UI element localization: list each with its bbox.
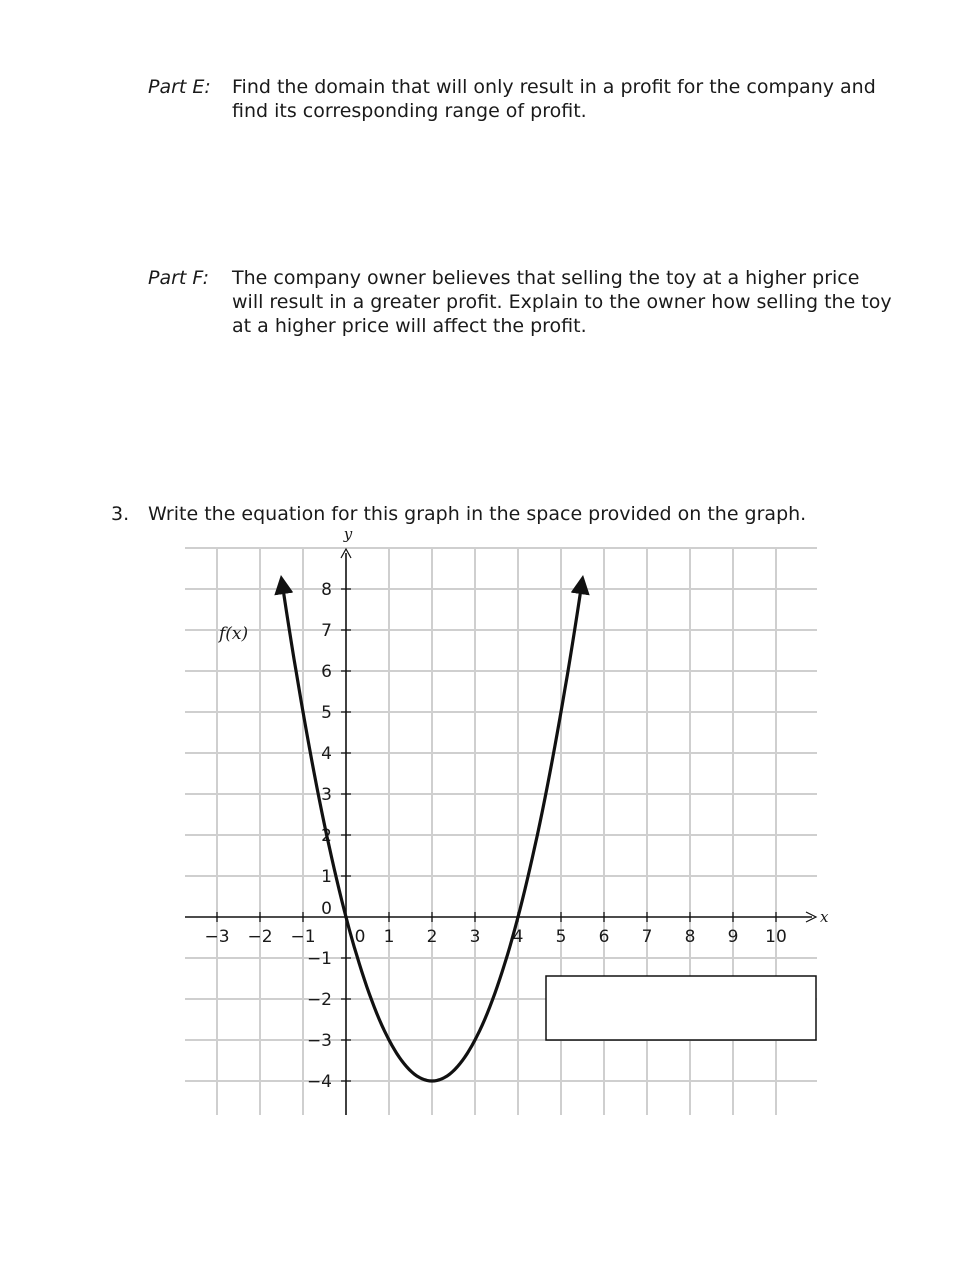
x-tick-label: 10 — [765, 927, 787, 947]
part-e-label: Part E: — [148, 76, 211, 98]
y-tick-label: −2 — [306, 990, 332, 1010]
x-tick-label: −1 — [290, 927, 316, 947]
x-tick-label: 5 — [555, 927, 567, 947]
answer-box[interactable] — [546, 976, 816, 1040]
x-axis-label: x — [820, 908, 829, 926]
y-tick-label: 1 — [321, 867, 332, 887]
x-tick-label: 8 — [684, 927, 696, 947]
x-tick-label: 6 — [598, 927, 610, 947]
x-tick-label: 2 — [426, 927, 438, 947]
question-text: Write the equation for this graph in the space provided on the graph. — [148, 503, 807, 525]
x-tick-label: −2 — [247, 927, 273, 947]
x-tick-label: 1 — [383, 927, 395, 947]
y-tick-label: 3 — [321, 785, 332, 805]
part-f-label: Part F: — [148, 267, 210, 289]
y-tick-label: 6 — [321, 662, 332, 682]
y-tick-label: 4 — [321, 744, 332, 764]
x-tick-label: 0 — [354, 927, 366, 947]
x-tick-label: 9 — [727, 927, 739, 947]
x-tick-label: 7 — [641, 927, 653, 947]
function-label: f(x) — [219, 624, 249, 644]
x-tick-label: 3 — [469, 927, 481, 947]
question-number: 3. — [111, 503, 130, 525]
y-tick-label: 5 — [321, 703, 332, 723]
y-tick-label: 2 — [321, 826, 332, 846]
y-axis-label: y — [343, 525, 353, 543]
y-tick-label: −4 — [306, 1072, 332, 1092]
x-tick-label: 4 — [512, 927, 524, 947]
y-tick-label: −3 — [306, 1031, 332, 1051]
y-tick-label: 0 — [321, 899, 332, 919]
part-e-text: Find the domain that will only result in a profit for the company and find its corresponding range of profit. — [232, 76, 876, 122]
y-tick-label: 7 — [321, 621, 332, 641]
x-tick-label: −3 — [204, 927, 230, 947]
y-tick-label: −1 — [306, 949, 332, 969]
part-f-text: The company owner believes that selling the toy at a higher price will result in a greater profit. Explain to the owner how selling the toy at a higher price will affect the profit. — [232, 267, 892, 337]
y-tick-label: 8 — [321, 580, 332, 600]
